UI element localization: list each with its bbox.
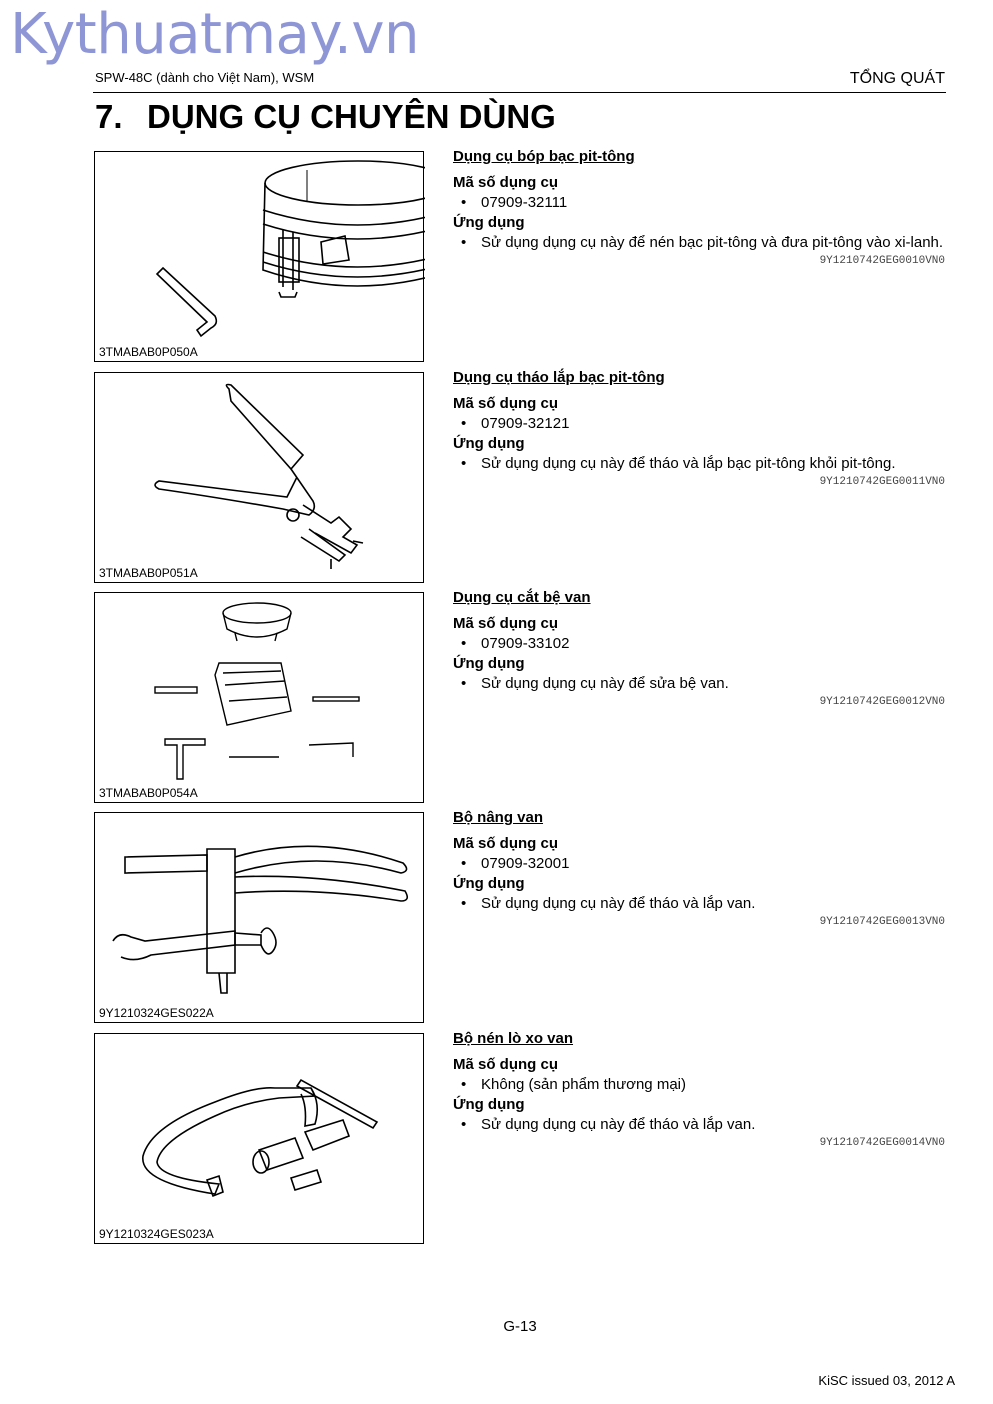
bullet: • [461,455,467,472]
tool-code-item [453,1075,945,1095]
tool-code: 07909-32121 [481,415,570,432]
bullet: • [461,675,467,692]
tool-code: 07909-33102 [481,635,570,652]
tool-section-piston-ring-tool [0,369,993,586]
page-title-number: 7. [95,98,123,135]
page-title-text: DỤNG CỤ CHUYÊN DÙNG [147,98,556,135]
header-chapter: TỔNG QUÁT [849,70,945,87]
tool-figure [94,372,424,583]
header-manual-name: SPW-48C (dành cho Việt Nam), WSM [95,70,315,85]
valve-spring-compressor-illustration [95,1034,425,1245]
tool-usage-heading: Ứng dụng [453,655,525,672]
bullet: • [461,234,467,251]
piston-ring-tool-illustration [95,373,425,584]
tool-code-item [453,634,945,654]
tool-usage-item [453,454,945,474]
tool-code-heading: Mã số dụng cụ [453,835,558,852]
tool-usage: Sử dụng dụng cụ này để tháo và lắp van. [481,895,756,912]
bullet: • [461,1076,467,1093]
tool-usage: Sử dụng dụng cụ này để tháo và lắp bạc pit-tông khỏi pit-tông. [481,455,896,472]
tool-title: Dụng cụ bóp bạc pit-tông [453,148,635,165]
bullet: • [461,194,467,211]
tool-figure [94,592,424,803]
tool-reference-code: 9Y1210742GEG0014VN0 [819,1137,945,1149]
tool-description [453,148,945,269]
tool-title: Dụng cụ cắt bệ van [453,589,591,606]
tool-section-valve-seat-cutter [0,589,993,806]
tool-description [453,1030,945,1151]
valve-lifter-illustration [95,813,425,1024]
tool-usage-item [453,233,945,253]
tool-code-heading: Mã số dụng cụ [453,174,558,191]
tool-usage-heading: Ứng dụng [453,214,525,231]
watermark: Kythuatmay.vn [10,2,419,67]
tool-figure [94,1033,424,1244]
bullet: • [461,635,467,652]
figure-code: 9Y1210324GES022A [99,1006,214,1020]
figure-code: 9Y1210324GES023A [99,1227,214,1241]
tool-section-valve-spring-compressor [0,1030,993,1247]
tool-code: Không (sản phẩm thương mại) [481,1076,686,1093]
tool-code-heading: Mã số dụng cụ [453,1056,558,1073]
tool-reference-code: 9Y1210742GEG0013VN0 [819,916,945,928]
tool-code-item [453,193,945,213]
tool-reference-code: 9Y1210742GEG0012VN0 [819,696,945,708]
tool-code-item [453,854,945,874]
tool-usage-heading: Ứng dụng [453,875,525,892]
figure-code: 3TMABAB0P050A [99,345,198,359]
bullet: • [461,855,467,872]
tool-code: 07909-32111 [481,194,568,211]
tool-figure [94,812,424,1023]
bullet: • [461,415,467,432]
tool-figure [94,151,424,362]
tool-reference-code: 9Y1210742GEG0010VN0 [819,255,945,267]
tool-usage-heading: Ứng dụng [453,435,525,452]
tool-usage-item [453,894,945,914]
page-title [95,98,556,136]
page-number: G-13 [503,1318,537,1335]
tool-title: Bộ nén lò xo van [453,1030,574,1047]
tool-usage: Sử dụng dụng cụ này để nén bạc pit-tông và đưa pit-tông vào xi-lanh. [481,234,944,251]
figure-code: 3TMABAB0P051A [99,566,198,580]
issue-note: KiSC issued 03, 2012 A [818,1373,955,1388]
tool-description [453,369,945,490]
tool-usage-item [453,674,945,694]
tool-section-piston-ring-compressor [0,148,993,365]
tool-title: Dụng cụ tháo lắp bạc pit-tông [453,369,665,386]
piston-ring-compressor-illustration [95,152,425,363]
tool-description [453,589,945,710]
bullet: • [461,1116,467,1133]
tool-title: Bộ nâng van [453,809,544,826]
tool-usage-heading: Ứng dụng [453,1096,525,1113]
tool-usage-item [453,1115,945,1135]
tool-section-valve-lifter [0,809,993,1026]
header-divider [93,92,946,93]
bullet: • [461,895,467,912]
valve-seat-cutter-illustration [95,593,425,804]
tool-description [453,809,945,930]
tool-code-heading: Mã số dụng cụ [453,615,558,632]
tool-code-item [453,414,945,434]
tool-code-heading: Mã số dụng cụ [453,395,558,412]
tool-usage: Sử dụng dụng cụ này để sửa bệ van. [481,675,729,692]
tool-usage: Sử dụng dụng cụ này để tháo và lắp van. [481,1116,756,1133]
tool-code: 07909-32001 [481,855,570,872]
tool-reference-code: 9Y1210742GEG0011VN0 [819,476,945,488]
figure-code: 3TMABAB0P054A [99,786,198,800]
